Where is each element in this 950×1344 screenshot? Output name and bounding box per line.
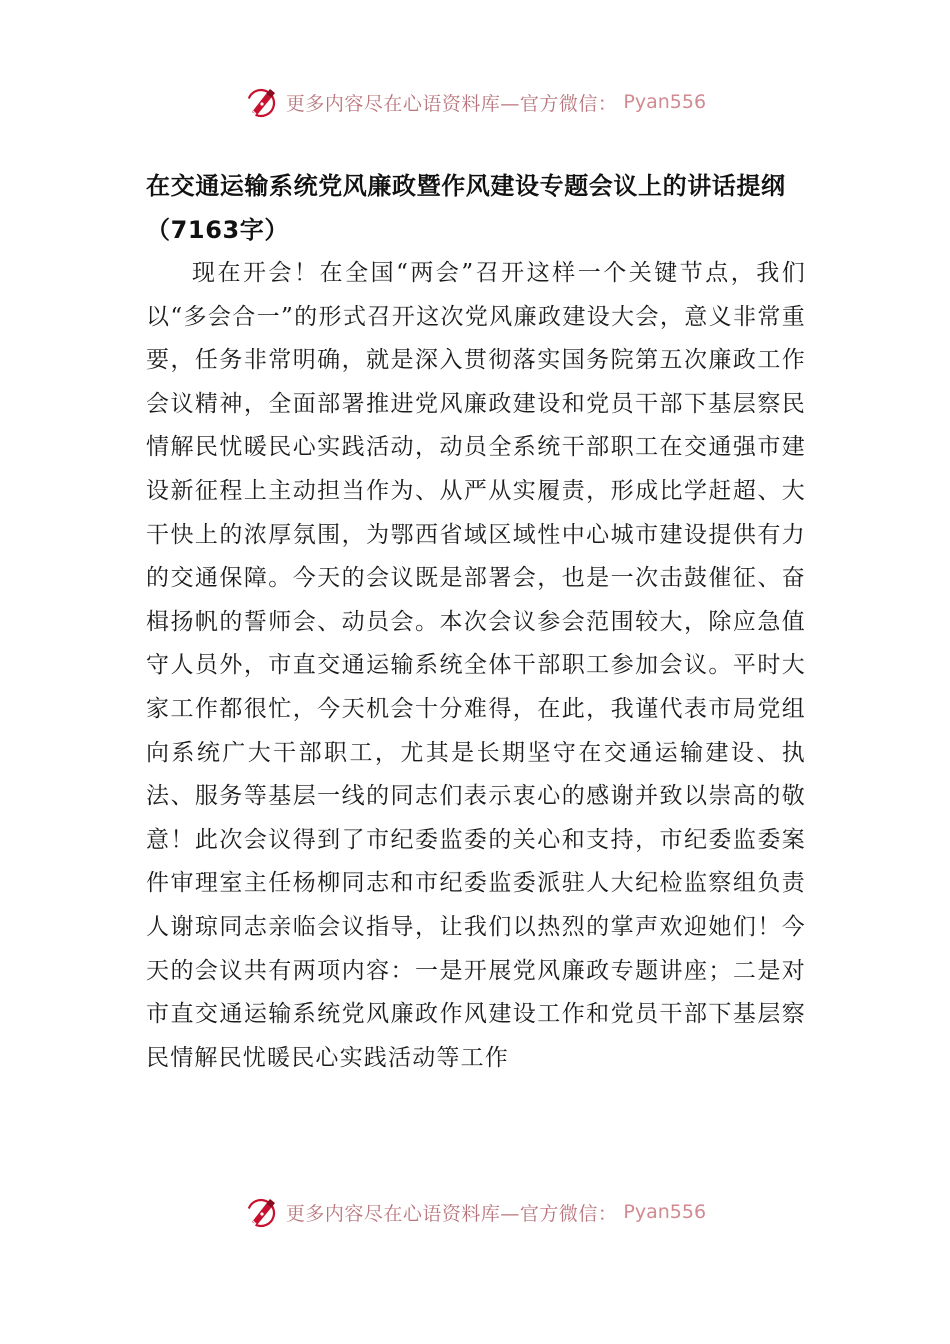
footer-banner: [0, 1190, 950, 1234]
pen-nib-logo-icon: [244, 1194, 280, 1230]
footer-wechat-id: Pyan556: [623, 1201, 707, 1223]
footer-banner-text: 更多内容尽在心语资料库—官方微信：: [285, 1202, 618, 1225]
header-banner: [0, 80, 950, 124]
document-title: 在交通运输系统党风廉政暨作风建设专题会议上的讲话提纲（7163字）: [146, 172, 786, 244]
header-banner-text: 更多内容尽在心语资料库—官方微信：: [285, 92, 618, 115]
pen-nib-logo-icon: [244, 84, 280, 120]
header-wechat-id: Pyan556: [623, 91, 707, 113]
document-paragraph: 现在开会！在全国“两会”召开这样一个关键节点，我们以“多会合一”的形式召开这次党风廉政建设大会，意义非常重要，任务非常明确，就是深入贯彻落实国务院第五次廉政工作会议精神，全面部署推进党风廉政建设和党员干部下基层察民情解民忧暖民心实践活动，动员全系统干部职工在交通强市建设新征程上主动担当作为、从严从实履责，形成比学赶超、大干快上的浓厚氛围，为鄂西省域区域性中心城市建设提供有力的交通保障。今天的会议既是部署会，也是一次击鼓催征、奋楫扬帆的誓师会、动员会。本次会议参会范围较大，除应急值守人员外，市直交通运输系统全体干部职工参加会议。平时大家工作都很忙，今天机会十分难得，在此，我谨代表市局党组向系统广大干部职工，尤其是长期坚守在交通运输建设、执法、服务等基层一线的同志们表示衷心的感谢并致以崇高的敬意！此次会议得到了市纪委监委的关心和支持，市纪委监委案件审理室主任杨柳同志和市纪委监委派驻人大纪检监察组负责人谢琼同志亲临会议指导，让我们以热烈的掌声欢迎她们！今天的会议共有两项内容：一是开展党风廉政专题讲座；二是对市直交通运输系统党风廉政作风建设工作和党员干部下基层察民情解民忧暖民心实践活动等工作: [146, 260, 806, 1071]
